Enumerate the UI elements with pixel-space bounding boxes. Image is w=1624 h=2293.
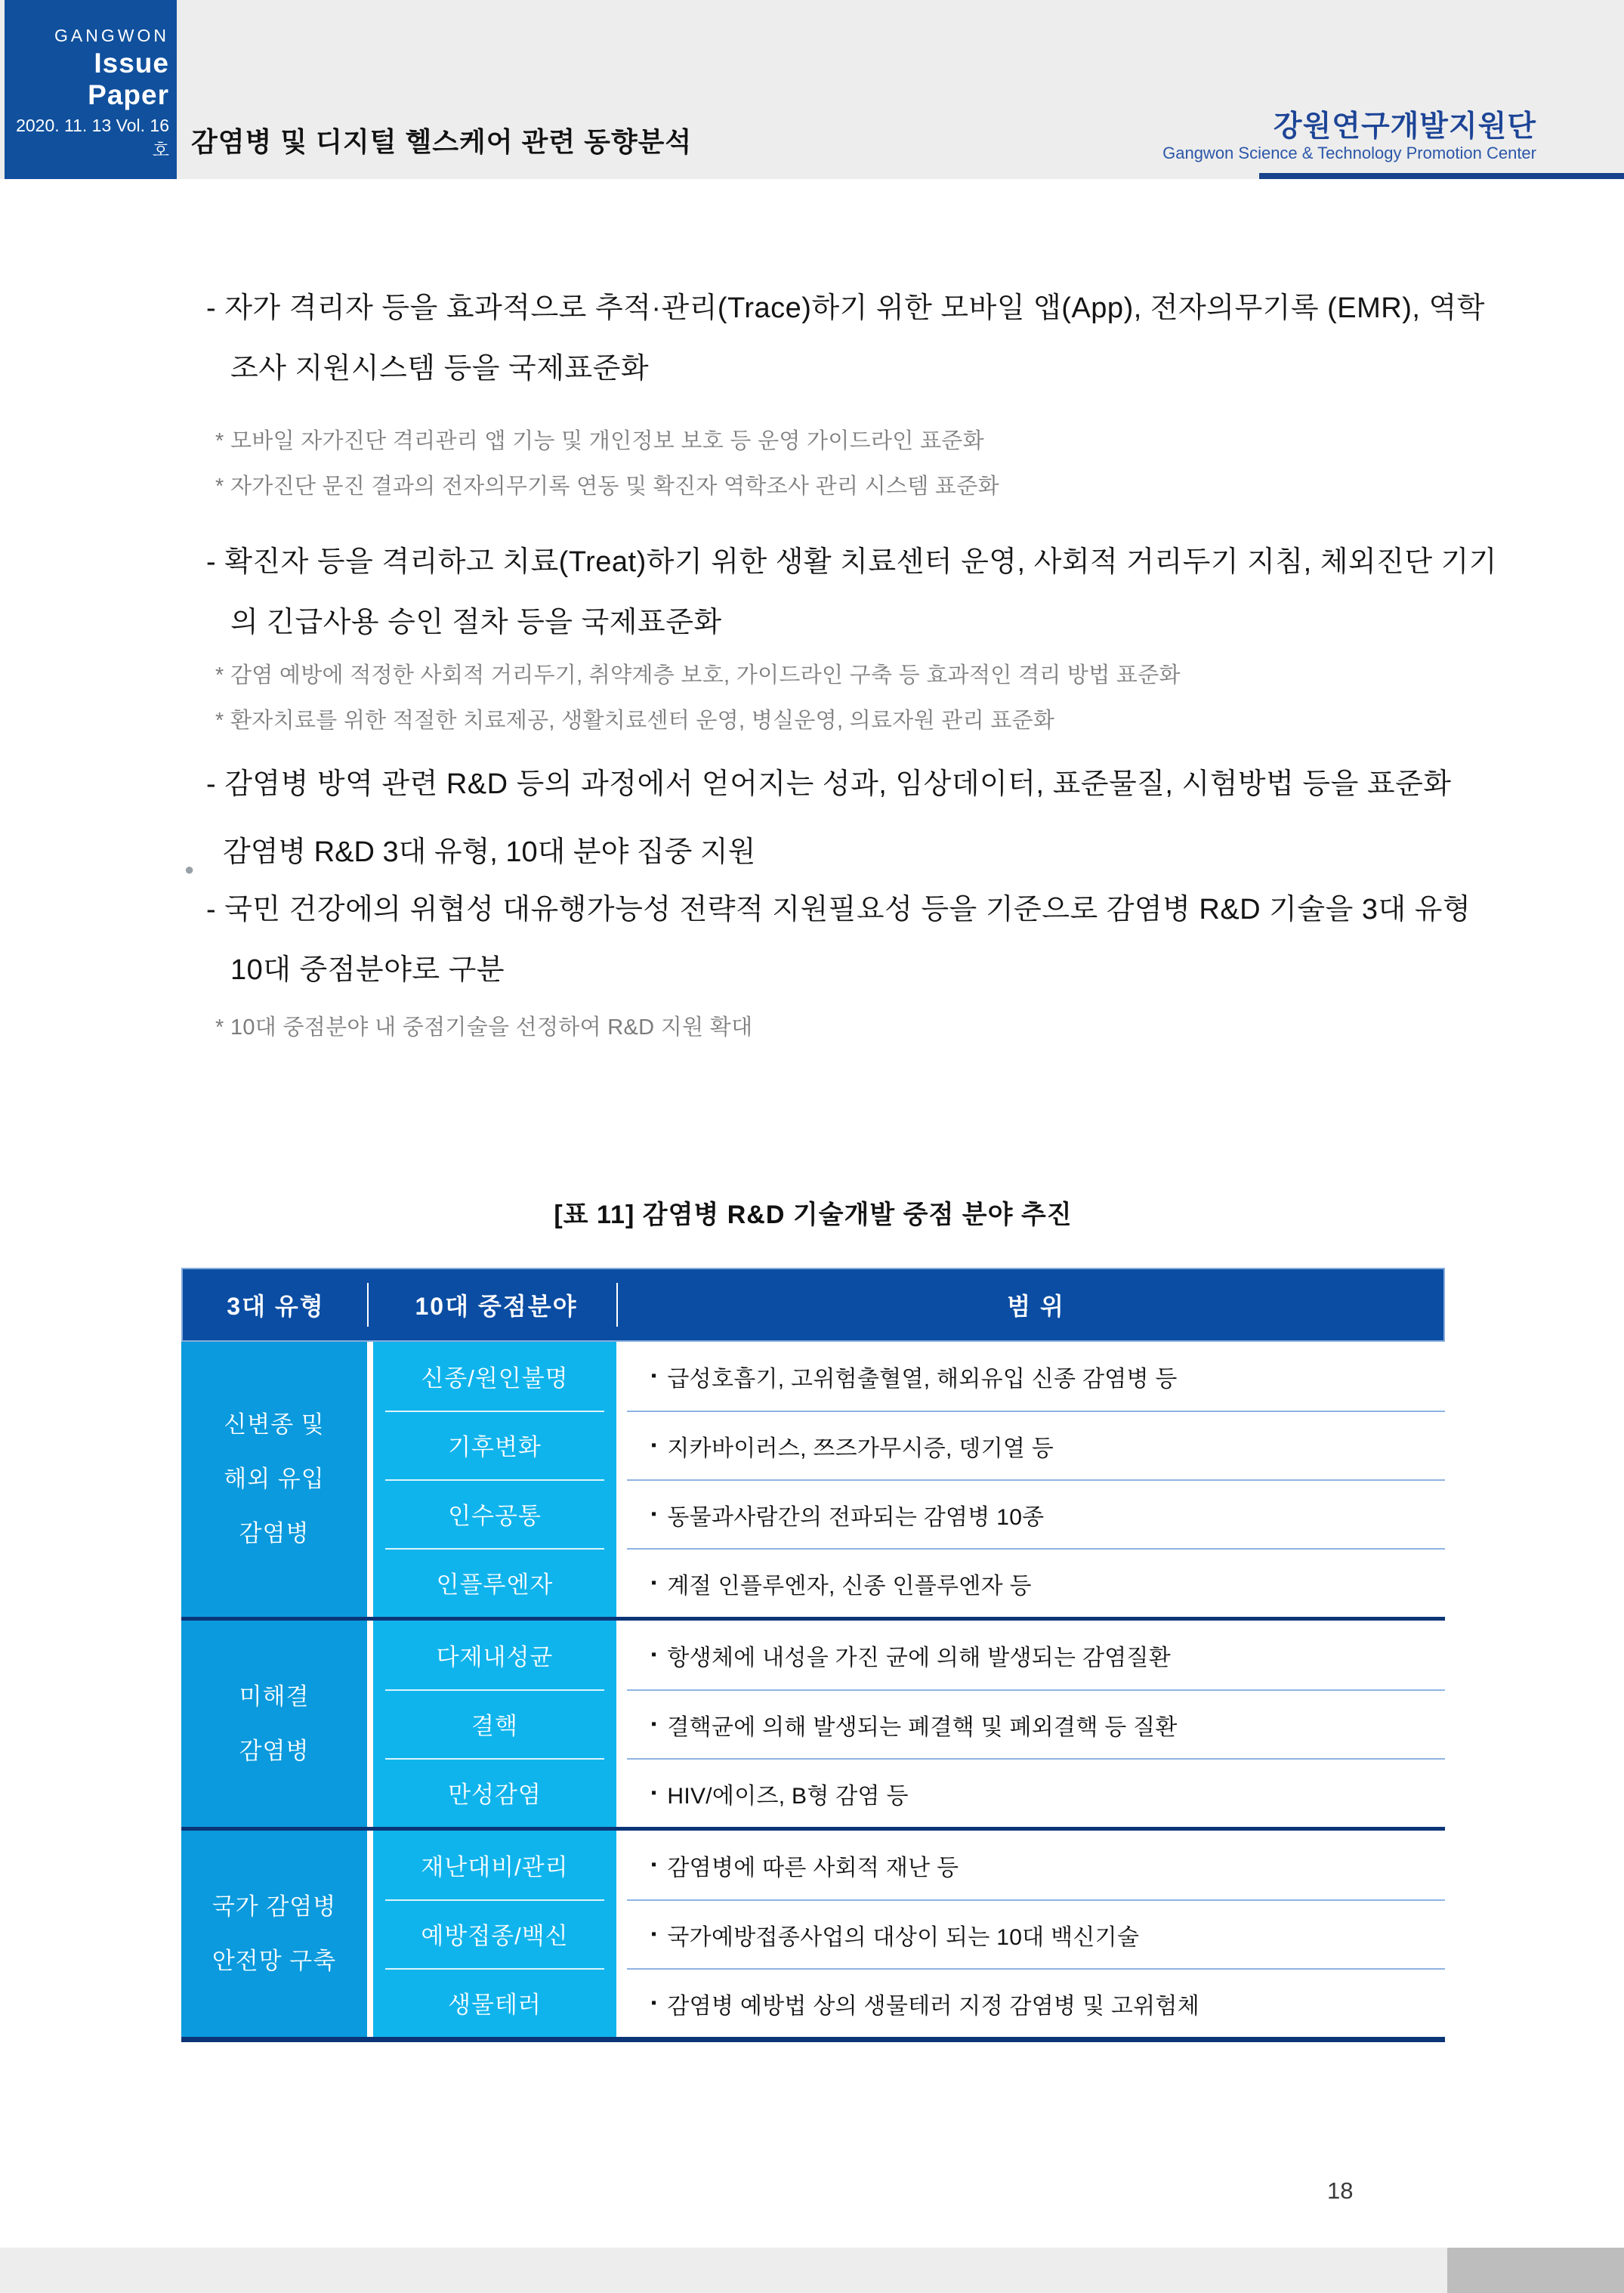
body-content <box>181 278 1502 1050</box>
table-group-unsolved <box>181 1621 1445 1827</box>
group-type-cell: 미해결 감염병 <box>181 1621 367 1827</box>
scope-cell: ▪ 동물과사람간의 전파되는 감염병 10종 <box>627 1479 1445 1548</box>
square-bullet-icon: ▪ <box>651 1856 657 1873</box>
bullet-classification: - 국민 건강에의 위협성 대유행가능성 전략적 지원필요성 등을 기준으로 감염병 R&D 기술을 3대 유형 10대 중점분야로 구분 <box>206 894 1471 986</box>
document-title: 감염병 및 디지털 헬스케어 관련 동향분석 <box>191 126 693 157</box>
table-header-row <box>181 1268 1445 1342</box>
header-divider <box>367 1283 369 1327</box>
field-cell: 생물테러 <box>373 1968 616 2037</box>
page-number: 18 <box>1327 2177 1354 2204</box>
brand-box <box>5 0 177 179</box>
org-name-korean: 강원연구개발지원단 <box>1273 110 1536 143</box>
col-header-field: 10대 중점분야 <box>415 1293 578 1320</box>
scope-cell: ▪ HIV/에이즈, B형 감염 등 <box>627 1758 1445 1827</box>
note-focus-tech: * 10대 중점분야 내 중점기술을 선정하여 R&D 지원 확대 <box>215 1015 753 1040</box>
square-bullet-icon: ▪ <box>651 1926 657 1942</box>
table-bottom-bar <box>181 2037 1445 2042</box>
scope-cell: ▪ 급성호흡기, 고위험출혈열, 해외유입 신종 감염병 등 <box>651 1366 1178 1392</box>
field-cell: 기후변화 <box>373 1411 616 1479</box>
field-cell: 다제내성균 <box>436 1644 554 1670</box>
field-cell: 재난대비/관리 <box>421 1854 569 1880</box>
org-name-english: Gangwon Science & Technology Promotion Center <box>1162 144 1536 162</box>
field-cell: 신종/원인불명 <box>421 1365 569 1392</box>
square-bullet-icon: ▪ <box>651 1646 657 1663</box>
bullet-treat: - 확진자 등을 격리하고 치료(Treat)하기 위한 생활 치료센터 운영, 사회적 거리두기 지침, 체외진단 기기의 긴급사용 승인 절차 등을 국제표준화 <box>206 546 1498 638</box>
bullet-trace: - 자가 격리자 등을 효과적으로 추적·관리(Trace)하기 위한 모바일 앱(App), 전자의무기록 (EMR), 역학조사 지원시스템 등을 국제표준화 <box>206 292 1485 385</box>
col-header-type: 3대 유형 <box>227 1293 325 1320</box>
note-mobile-guideline: * 모바일 자가진단 격리관리 앱 기능 및 개인정보 보호 등 운영 가이드라인 표준화 <box>215 429 984 453</box>
field-cell: 만성감염 <box>373 1758 616 1827</box>
group-type-cell: 국가 감염병 안전망 구축 <box>181 1831 367 2037</box>
table-group-emerging <box>181 1342 1445 1617</box>
circle-bullet-icon: ● <box>184 860 195 879</box>
brand-issue-info: 2020. 11. 13 Vol. 16호 <box>16 116 169 159</box>
square-bullet-icon: ▪ <box>651 1995 657 2011</box>
square-bullet-icon: ▪ <box>651 1575 657 1591</box>
bullet-rnd-support-text: 감염병 R&D 3대 유형, 10대 분야 집중 지원 <box>223 836 756 868</box>
square-bullet-icon: ▪ <box>651 1716 657 1732</box>
footer-strip <box>0 2248 1624 2293</box>
header-divider <box>616 1283 618 1327</box>
field-cell: 인수공통 <box>373 1479 616 1548</box>
square-bullet-icon: ▪ <box>651 1785 657 1801</box>
scope-cell: ▪ 감염병에 따른 사회적 재난 등 <box>651 1855 959 1880</box>
note-distancing: * 감염 예방에 적정한 사회적 거리두기, 취약계층 보호, 가이드라인 구축 등 효과적인 격리 방법 표준화 <box>215 663 1181 688</box>
bullet-rnd-standardize: - 감염병 방역 관련 R&D 등의 과정에서 얻어지는 성과, 임상데이터, 표준물질, 시험방법 등을 표준화 <box>206 768 1452 800</box>
field-cell: 인플루엔자 <box>373 1548 616 1617</box>
scope-cell: ▪ 계절 인플루엔자, 신종 인플루엔자 등 <box>627 1548 1445 1617</box>
field-cell: 예방접종/백신 <box>373 1899 616 1968</box>
group-type-cell: 신변종 및 해외 유입 감염병 <box>181 1342 367 1617</box>
table-group-safety-net <box>181 1831 1445 2037</box>
square-bullet-icon: ▪ <box>651 1506 657 1522</box>
note-emr-link: * 자가진단 문진 결과의 전자의무기록 연동 및 확진자 역학조사 관리 시스템 표준화 <box>215 474 999 499</box>
page-header <box>0 0 1624 179</box>
square-bullet-icon: ▪ <box>651 1437 657 1454</box>
square-bullet-icon: ▪ <box>651 1367 657 1384</box>
table-caption: [표 11] 감염병 R&D 기술개발 중점 분야 추진 <box>554 1201 1073 1229</box>
scope-cell: ▪ 감염병 예방법 상의 생물테러 지정 감염병 및 고위험체 <box>627 1968 1445 2037</box>
rnd-focus-table <box>181 1268 1445 2042</box>
scope-cell: ▪ 국가예방접종사업의 대상이 되는 10대 백신기술 <box>627 1899 1445 1968</box>
scope-cell: ▪ 지카바이러스, 쯔즈가무시증, 뎅기열 등 <box>627 1411 1445 1479</box>
note-patient-care: * 환자치료를 위한 적절한 치료제공, 생활치료센터 운영, 병실운영, 의료자원 관리 표준화 <box>215 709 1055 733</box>
header-accent-bar <box>1259 173 1624 179</box>
col-header-scope: 범 위 <box>1007 1293 1065 1320</box>
footer-strip-dark <box>1447 2248 1624 2293</box>
field-cell: 결핵 <box>373 1689 616 1758</box>
brand-top-label: GANGWON <box>54 26 169 45</box>
brand-title: Issue Paper <box>88 48 169 110</box>
bullet-rnd-support <box>181 825 1502 879</box>
scope-cell: ▪ 결핵균에 의해 발생되는 폐결핵 및 폐외결핵 등 질환 <box>627 1689 1445 1758</box>
scope-cell: ▪ 항생체에 내성을 가진 균에 의해 발생되는 감염질환 <box>651 1645 1172 1670</box>
